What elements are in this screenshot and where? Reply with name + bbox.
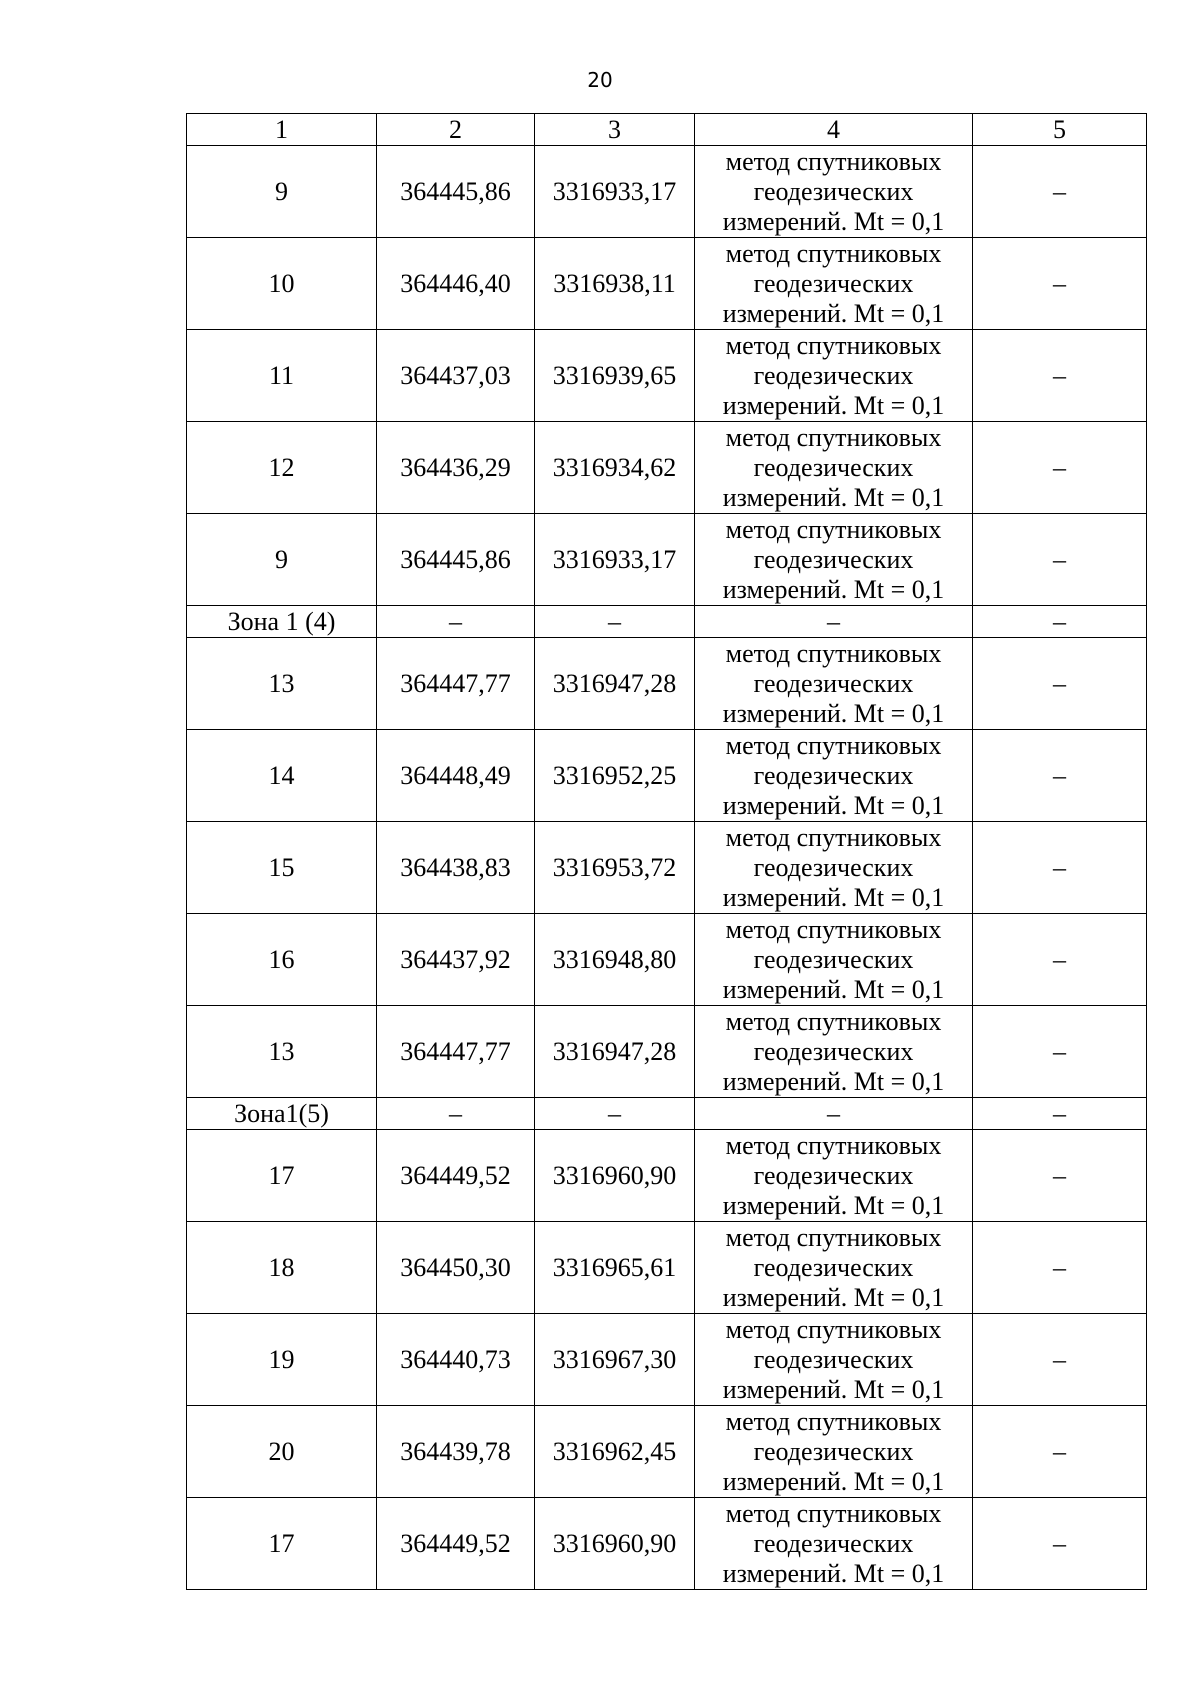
y-coordinate-cell: 3316947,28 [535, 1006, 695, 1098]
x-coordinate-cell: 364449,52 [377, 1498, 535, 1590]
note-cell: – [973, 1006, 1147, 1098]
method-text-line: метод спутниковых [725, 330, 942, 360]
point-number-cell: 9 [187, 514, 377, 606]
method-text-line: геодезических [753, 760, 914, 790]
point-number-cell: 13 [187, 638, 377, 730]
method-text-line: измерений. Mt = 0,1 [722, 390, 945, 420]
note-cell: – [973, 606, 1147, 638]
method-cell [695, 1222, 973, 1314]
method-text-line: метод спутниковых [725, 1314, 942, 1344]
method-text-line: метод спутниковых [725, 914, 942, 944]
point-number-cell: 19 [187, 1314, 377, 1406]
method-text-line: измерений. Mt = 0,1 [722, 974, 945, 1004]
table-row [187, 330, 1147, 422]
zone-label-cell: Зона 1 (4) [187, 606, 377, 638]
x-coordinate-cell: 364436,29 [377, 422, 535, 514]
method-text-line: геодезических [753, 544, 914, 574]
point-number-cell: 12 [187, 422, 377, 514]
y-coordinate-cell: 3316938,11 [535, 238, 695, 330]
method-text-line: геодезических [753, 452, 914, 482]
table-row [187, 914, 1147, 1006]
table-row [187, 822, 1147, 914]
method-text-line: метод спутниковых [725, 1406, 942, 1436]
table-row [187, 638, 1147, 730]
method-text-line: измерений. Mt = 0,1 [722, 1466, 945, 1496]
note-cell: – [973, 1130, 1147, 1222]
method-text-line: геодезических [753, 176, 914, 206]
point-number-cell: 10 [187, 238, 377, 330]
y-coordinate-cell: 3316965,61 [535, 1222, 695, 1314]
x-coordinate-cell: 364446,40 [377, 238, 535, 330]
y-coordinate-cell: 3316934,62 [535, 422, 695, 514]
method-text-line: измерений. Mt = 0,1 [722, 698, 945, 728]
y-coordinate-cell: 3316948,80 [535, 914, 695, 1006]
table-header-row [187, 114, 1147, 146]
x-coordinate-cell: – [377, 606, 535, 638]
table-row [187, 730, 1147, 822]
note-cell: – [973, 1222, 1147, 1314]
method-cell [695, 238, 973, 330]
table-row [187, 1006, 1147, 1098]
note-cell: – [973, 514, 1147, 606]
point-number-cell: 9 [187, 146, 377, 238]
y-coordinate-cell: 3316933,17 [535, 514, 695, 606]
point-number-cell: 16 [187, 914, 377, 1006]
note-cell: – [973, 638, 1147, 730]
x-coordinate-cell: 364449,52 [377, 1130, 535, 1222]
method-text-line: геодезических [753, 944, 914, 974]
note-cell: – [973, 914, 1147, 1006]
method-cell [695, 1130, 973, 1222]
table-row [187, 238, 1147, 330]
zone-row [187, 606, 1147, 638]
y-coordinate-cell: 3316960,90 [535, 1130, 695, 1222]
table-body [187, 146, 1147, 1590]
method-text-line: метод спутниковых [725, 1498, 942, 1528]
y-coordinate-cell: 3316952,25 [535, 730, 695, 822]
method-cell [695, 146, 973, 238]
point-number-cell: 18 [187, 1222, 377, 1314]
method-text-line: измерений. Mt = 0,1 [722, 206, 945, 236]
x-coordinate-cell: 364450,30 [377, 1222, 535, 1314]
y-coordinate-cell: 3316947,28 [535, 638, 695, 730]
table-row [187, 1498, 1147, 1590]
method-text-line: геодезических [753, 852, 914, 882]
table-row [187, 1406, 1147, 1498]
coordinates-table [186, 113, 1147, 1590]
y-coordinate-cell: 3316967,30 [535, 1314, 695, 1406]
method-cell [695, 330, 973, 422]
note-cell: – [973, 238, 1147, 330]
method-text-line: геодезических [753, 1436, 914, 1466]
y-coordinate-cell: – [535, 1098, 695, 1130]
zone-row [187, 1098, 1147, 1130]
method-text-line: геодезических [753, 1036, 914, 1066]
method-cell [695, 1314, 973, 1406]
point-number-cell: 17 [187, 1498, 377, 1590]
method-text-line: измерений. Mt = 0,1 [722, 574, 945, 604]
method-text-line: метод спутниковых [725, 422, 942, 452]
method-cell [695, 1406, 973, 1498]
y-coordinate-cell: 3316933,17 [535, 146, 695, 238]
method-cell: – [695, 1098, 973, 1130]
method-cell [695, 1498, 973, 1590]
method-text-line: геодезических [753, 1344, 914, 1374]
y-coordinate-cell: 3316939,65 [535, 330, 695, 422]
point-number-cell: 17 [187, 1130, 377, 1222]
x-coordinate-cell: 364437,92 [377, 914, 535, 1006]
method-text-line: измерений. Mt = 0,1 [722, 1374, 945, 1404]
point-number-cell: 13 [187, 1006, 377, 1098]
method-text-line: метод спутниковых [725, 638, 942, 668]
x-coordinate-cell: 364448,49 [377, 730, 535, 822]
method-cell [695, 914, 973, 1006]
x-coordinate-cell: 364445,86 [377, 146, 535, 238]
column-header: 5 [973, 114, 1147, 146]
note-cell: – [973, 730, 1147, 822]
table-row [187, 1130, 1147, 1222]
method-text-line: геодезических [753, 668, 914, 698]
page-number: 20 [587, 68, 613, 92]
method-cell [695, 514, 973, 606]
method-text-line: метод спутниковых [725, 1222, 942, 1252]
method-cell: – [695, 606, 973, 638]
method-text-line: геодезических [753, 360, 914, 390]
x-coordinate-cell: 364437,03 [377, 330, 535, 422]
method-text-line: измерений. Mt = 0,1 [722, 298, 945, 328]
method-cell [695, 822, 973, 914]
x-coordinate-cell: – [377, 1098, 535, 1130]
method-text-line: геодезических [753, 1160, 914, 1190]
table-row [187, 1314, 1147, 1406]
x-coordinate-cell: 364445,86 [377, 514, 535, 606]
y-coordinate-cell: 3316962,45 [535, 1406, 695, 1498]
method-text-line: измерений. Mt = 0,1 [722, 790, 945, 820]
note-cell: – [973, 1498, 1147, 1590]
column-header: 3 [535, 114, 695, 146]
method-text-line: геодезических [753, 268, 914, 298]
method-text-line: метод спутниковых [725, 514, 942, 544]
point-number-cell: 15 [187, 822, 377, 914]
note-cell: – [973, 1314, 1147, 1406]
y-coordinate-cell: 3316953,72 [535, 822, 695, 914]
point-number-cell: 11 [187, 330, 377, 422]
method-cell [695, 638, 973, 730]
method-cell [695, 730, 973, 822]
y-coordinate-cell: 3316960,90 [535, 1498, 695, 1590]
method-text-line: метод спутниковых [725, 146, 942, 176]
method-text-line: метод спутниковых [725, 1130, 942, 1160]
method-text-line: измерений. Mt = 0,1 [722, 1282, 945, 1312]
x-coordinate-cell: 364438,83 [377, 822, 535, 914]
method-text-line: метод спутниковых [725, 822, 942, 852]
method-text-line: измерений. Mt = 0,1 [722, 482, 945, 512]
x-coordinate-cell: 364439,78 [377, 1406, 535, 1498]
method-text-line: геодезических [753, 1528, 914, 1558]
x-coordinate-cell: 364447,77 [377, 638, 535, 730]
method-cell [695, 422, 973, 514]
note-cell: – [973, 1098, 1147, 1130]
x-coordinate-cell: 364447,77 [377, 1006, 535, 1098]
point-number-cell: 14 [187, 730, 377, 822]
x-coordinate-cell: 364440,73 [377, 1314, 535, 1406]
note-cell: – [973, 1406, 1147, 1498]
note-cell: – [973, 146, 1147, 238]
note-cell: – [973, 822, 1147, 914]
zone-label-cell: Зона1(5) [187, 1098, 377, 1130]
method-text-line: геодезических [753, 1252, 914, 1282]
method-text-line: измерений. Mt = 0,1 [722, 882, 945, 912]
table-row [187, 146, 1147, 238]
note-cell: – [973, 330, 1147, 422]
method-text-line: метод спутниковых [725, 1006, 942, 1036]
method-text-line: метод спутниковых [725, 730, 942, 760]
method-text-line: измерений. Mt = 0,1 [722, 1558, 945, 1588]
table-row [187, 422, 1147, 514]
column-header: 1 [187, 114, 377, 146]
table-row [187, 514, 1147, 606]
column-header: 2 [377, 114, 535, 146]
method-text-line: измерений. Mt = 0,1 [722, 1190, 945, 1220]
method-text-line: измерений. Mt = 0,1 [722, 1066, 945, 1096]
method-text-line: метод спутниковых [725, 238, 942, 268]
note-cell: – [973, 422, 1147, 514]
point-number-cell: 20 [187, 1406, 377, 1498]
method-cell [695, 1006, 973, 1098]
table-row [187, 1222, 1147, 1314]
column-header: 4 [695, 114, 973, 146]
y-coordinate-cell: – [535, 606, 695, 638]
